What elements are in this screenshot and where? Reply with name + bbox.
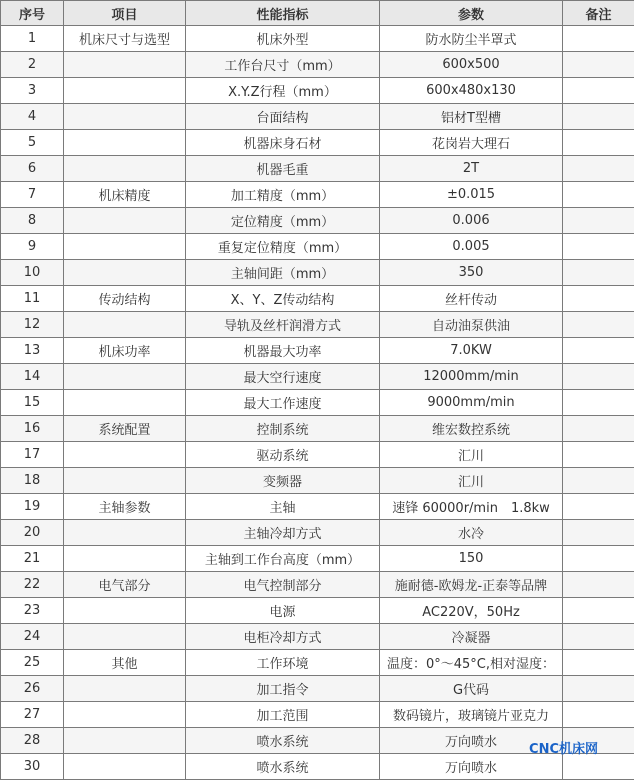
cell-index: 20 [1, 520, 64, 546]
cell-note [563, 260, 634, 286]
table-header-row [1, 1, 634, 26]
cell-note [563, 702, 634, 728]
cell-index: 13 [1, 338, 64, 364]
cell-index: 12 [1, 312, 64, 338]
cell-param: 丝杆传动 [380, 286, 563, 312]
cell-item: 传动结构 [64, 286, 186, 312]
cell-spec: X.Y.Z行程（mm） [186, 78, 380, 104]
cell-index: 25 [1, 650, 64, 676]
cell-param: 汇川 [380, 468, 563, 494]
cell-spec: 主轴 [186, 494, 380, 520]
cell-item: 机床精度 [64, 182, 186, 208]
cell-param: 0.006 [380, 208, 563, 234]
cell-note [563, 520, 634, 546]
table-row [1, 416, 634, 442]
table-row [1, 572, 634, 598]
cell-item [64, 754, 186, 780]
cell-item [64, 520, 186, 546]
cell-spec: 加工范围 [186, 702, 380, 728]
table-row [1, 598, 634, 624]
cell-param: G代码 [380, 676, 563, 702]
cell-param: 防水防尘半罩式 [380, 26, 563, 52]
cell-note [563, 52, 634, 78]
table-row [1, 156, 634, 182]
table-row [1, 260, 634, 286]
cell-item: 其他 [64, 650, 186, 676]
cell-index: 11 [1, 286, 64, 312]
cell-note [563, 650, 634, 676]
cell-index: 30 [1, 754, 64, 780]
table-row [1, 104, 634, 130]
cell-item [64, 156, 186, 182]
cell-item [64, 390, 186, 416]
cell-param: 2T [380, 156, 563, 182]
cell-param: 自动油泵供油 [380, 312, 563, 338]
cell-note [563, 468, 634, 494]
cell-param: AC220V，50Hz [380, 598, 563, 624]
cell-index: 1 [1, 26, 64, 52]
cell-param: 冷凝器 [380, 624, 563, 650]
cell-spec: 变频器 [186, 468, 380, 494]
table-row [1, 182, 634, 208]
table-row [1, 624, 634, 650]
cell-param: 汇川 [380, 442, 563, 468]
cell-item [64, 52, 186, 78]
cell-note [563, 572, 634, 598]
cell-item [64, 364, 186, 390]
table-row [1, 338, 634, 364]
table-row [1, 78, 634, 104]
cell-index: 28 [1, 728, 64, 754]
cell-param: 350 [380, 260, 563, 286]
cell-param: 9000mm/min [380, 390, 563, 416]
cell-note [563, 312, 634, 338]
cell-param: 0.005 [380, 234, 563, 260]
cell-param: 温度：0°～45°C,相对湿度： [380, 650, 563, 676]
table-row [1, 26, 634, 52]
column-header-spec: 性能指标 [186, 1, 380, 26]
cell-index: 23 [1, 598, 64, 624]
cell-spec: 驱动系统 [186, 442, 380, 468]
cell-spec: 最大空行速度 [186, 364, 380, 390]
cell-note [563, 754, 634, 780]
cell-spec: X、Y、Z传动结构 [186, 286, 380, 312]
cell-item [64, 468, 186, 494]
cell-item [64, 676, 186, 702]
cell-index: 3 [1, 78, 64, 104]
table-row [1, 546, 634, 572]
cell-index: 16 [1, 416, 64, 442]
cell-spec: 电气控制部分 [186, 572, 380, 598]
table-row [1, 208, 634, 234]
cell-index: 21 [1, 546, 64, 572]
cell-spec: 导轨及丝杆润滑方式 [186, 312, 380, 338]
table-row [1, 312, 634, 338]
cell-index: 27 [1, 702, 64, 728]
cell-spec: 工作台尺寸（mm） [186, 52, 380, 78]
cell-param: ±0.015 [380, 182, 563, 208]
cell-item: 主轴参数 [64, 494, 186, 520]
cell-spec: 加工精度（mm） [186, 182, 380, 208]
cell-param: 600x480x130 [380, 78, 563, 104]
cell-spec: 主轴到工作台高度（mm） [186, 546, 380, 572]
cell-note [563, 338, 634, 364]
table-row [1, 754, 634, 780]
cell-note [563, 156, 634, 182]
cell-index: 5 [1, 130, 64, 156]
table-row [1, 442, 634, 468]
watermark-logo: CNC机床网 [529, 742, 598, 757]
cell-param: 600x500 [380, 52, 563, 78]
cell-item: 机床功率 [64, 338, 186, 364]
cell-param: 万向喷水 [380, 754, 563, 780]
column-header-index: 序号 [1, 1, 64, 26]
cell-note [563, 130, 634, 156]
cell-note [563, 416, 634, 442]
cell-item [64, 208, 186, 234]
cell-item [64, 260, 186, 286]
table-row [1, 286, 634, 312]
cell-index: 6 [1, 156, 64, 182]
cell-param: 维宏数控系统 [380, 416, 563, 442]
cell-item [64, 130, 186, 156]
cell-spec: 最大工作速度 [186, 390, 380, 416]
cell-item [64, 312, 186, 338]
table-row [1, 520, 634, 546]
table-row [1, 52, 634, 78]
cell-param: 7.0KW [380, 338, 563, 364]
cell-note [563, 78, 634, 104]
cell-item: 机床尺寸与选型 [64, 26, 186, 52]
cell-index: 9 [1, 234, 64, 260]
cell-param: 12000mm/min [380, 364, 563, 390]
cell-spec: 机器毛重 [186, 156, 380, 182]
cell-spec: 重复定位精度（mm） [186, 234, 380, 260]
cell-index: 18 [1, 468, 64, 494]
cell-spec: 机床外型 [186, 26, 380, 52]
table-row [1, 650, 634, 676]
cell-note [563, 390, 634, 416]
cell-item [64, 624, 186, 650]
cell-item [64, 598, 186, 624]
cell-item [64, 442, 186, 468]
cell-index: 14 [1, 364, 64, 390]
cell-index: 2 [1, 52, 64, 78]
cell-param: 花岗岩大理石 [380, 130, 563, 156]
cell-note [563, 286, 634, 312]
cell-index: 24 [1, 624, 64, 650]
cell-index: 26 [1, 676, 64, 702]
table-row [1, 390, 634, 416]
cell-spec: 加工指令 [186, 676, 380, 702]
cell-item: 系统配置 [64, 416, 186, 442]
table-row [1, 364, 634, 390]
table-row [1, 130, 634, 156]
cell-note [563, 598, 634, 624]
cell-param: 施耐德-欧姆龙-正泰等品牌 [380, 572, 563, 598]
cell-note [563, 676, 634, 702]
cell-item [64, 104, 186, 130]
cell-param: 水冷 [380, 520, 563, 546]
cell-spec: 工作环境 [186, 650, 380, 676]
column-header-param: 参数 [380, 1, 563, 26]
cell-note [563, 624, 634, 650]
cell-note [563, 494, 634, 520]
cell-spec: 控制系统 [186, 416, 380, 442]
cell-index: 4 [1, 104, 64, 130]
cell-spec: 机器最大功率 [186, 338, 380, 364]
cell-spec: 机器床身石材 [186, 130, 380, 156]
cell-note [563, 182, 634, 208]
table-row [1, 676, 634, 702]
cell-item [64, 234, 186, 260]
cell-param: 铝材T型槽 [380, 104, 563, 130]
cell-note [563, 26, 634, 52]
cell-item [64, 546, 186, 572]
cell-item: 电气部分 [64, 572, 186, 598]
cell-param: 150 [380, 546, 563, 572]
cell-index: 7 [1, 182, 64, 208]
cell-spec: 主轴冷却方式 [186, 520, 380, 546]
cell-index: 19 [1, 494, 64, 520]
cell-index: 22 [1, 572, 64, 598]
column-header-item: 项目 [64, 1, 186, 26]
cell-note [563, 208, 634, 234]
cell-item [64, 78, 186, 104]
cell-note [563, 442, 634, 468]
cell-param: 数码镜片，玻璃镜片亚克力 [380, 702, 563, 728]
table-row [1, 468, 634, 494]
table-row [1, 702, 634, 728]
cell-index: 10 [1, 260, 64, 286]
cell-note [563, 234, 634, 260]
table-row [1, 234, 634, 260]
cell-index: 15 [1, 390, 64, 416]
cell-spec: 喷水系统 [186, 754, 380, 780]
cell-param: 万向喷水 [380, 728, 563, 754]
cell-spec: 喷水系统 [186, 728, 380, 754]
cell-spec: 主轴间距（mm） [186, 260, 380, 286]
column-header-note: 备注 [563, 1, 634, 26]
table-row [1, 494, 634, 520]
cell-index: 8 [1, 208, 64, 234]
cell-note [563, 104, 634, 130]
cell-spec: 台面结构 [186, 104, 380, 130]
cell-item [64, 728, 186, 754]
cell-note [563, 364, 634, 390]
cell-spec: 电柜冷却方式 [186, 624, 380, 650]
cell-index: 17 [1, 442, 64, 468]
cell-item [64, 702, 186, 728]
cell-param: 速锋 60000r/min 1.8kw [380, 494, 563, 520]
cell-spec: 定位精度（mm） [186, 208, 380, 234]
cell-note [563, 546, 634, 572]
cell-spec: 电源 [186, 598, 380, 624]
